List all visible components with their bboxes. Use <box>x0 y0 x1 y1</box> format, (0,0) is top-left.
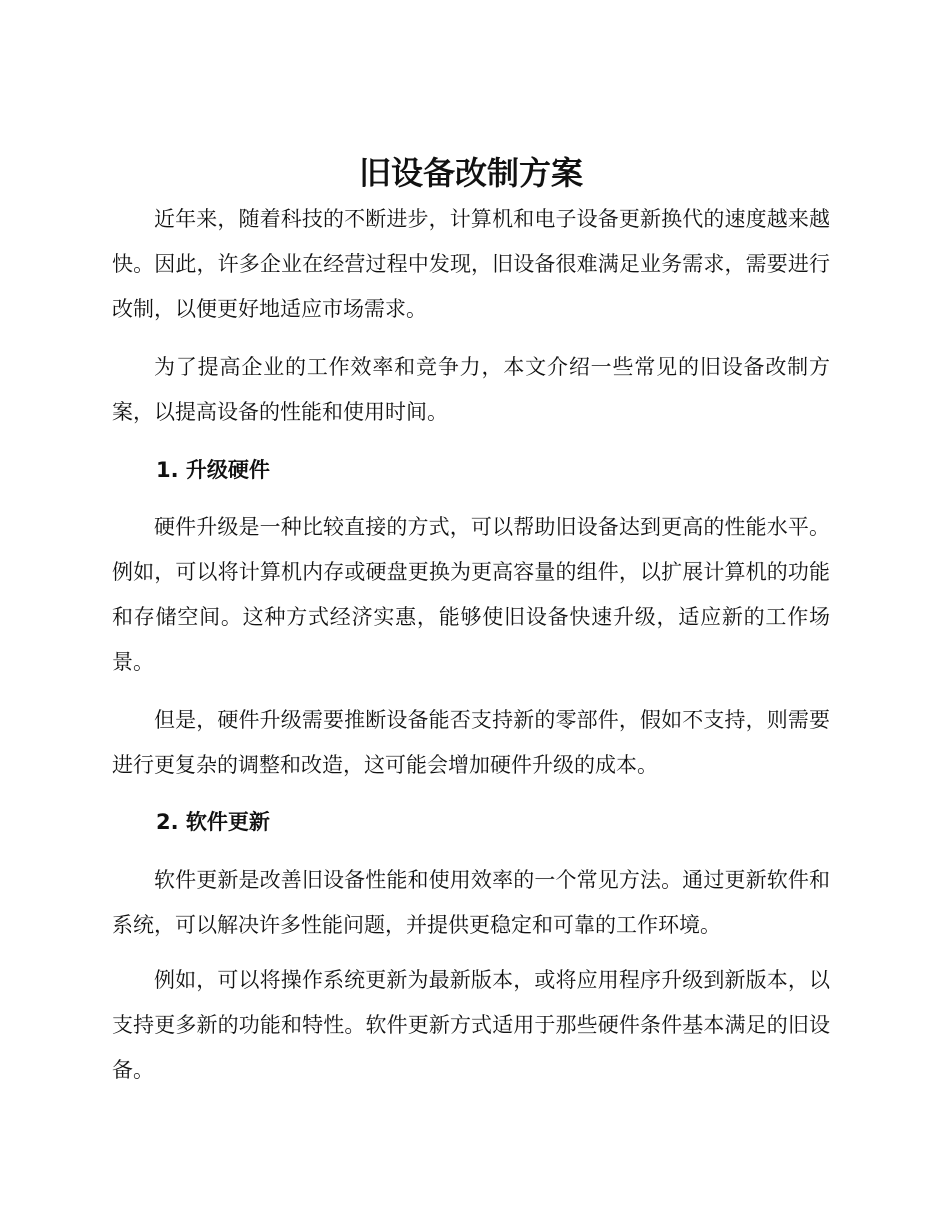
paragraph-software-update: 软件更新是改善旧设备性能和使用效率的一个常见方法。通过更新软件和系统，可以解决许多性能问题，并提供更稳定和可靠的工作环境。 <box>112 868 830 937</box>
paragraph-hardware-upgrade: 硬件升级是一种比较直接的方式，可以帮助旧设备达到更高的性能水平。例如，可以将计算机内存或硬盘更换为更高容量的组件，以扩展计算机的功能和存储空间。这种方式经济实惠，能够使旧设备快速升级，适应新的工作场景。 <box>112 515 830 674</box>
section-heading-hardware: 1. 升级硬件 <box>156 458 270 482</box>
paragraph-intro: 近年来，随着科技的不断进步，计算机和电子设备更新换代的速度越来越快。因此，许多企业在经营过程中发现，旧设备很难满足业务需求，需要进行改制，以便更好地适应市场需求。 <box>112 207 830 321</box>
paragraph-hardware-caveat: 但是，硬件升级需要推断设备能否支持新的零部件，假如不支持，则需要进行更复杂的调整和改造，这可能会增加硬件升级的成本。 <box>112 708 830 777</box>
document-title: 旧设备改制方案 <box>358 154 583 192</box>
section-heading-software: 2. 软件更新 <box>156 810 270 834</box>
paragraph-software-example: 例如，可以将操作系统更新为最新版本，或将应用程序升级到新版本，以支持更多新的功能和特性。软件更新方式适用于那些硬件条件基本满足的旧设备。 <box>112 968 830 1082</box>
paragraph-purpose: 为了提高企业的工作效率和竞争力，本文介绍一些常见的旧设备改制方案，以提高设备的性能和使用时间。 <box>112 355 830 424</box>
